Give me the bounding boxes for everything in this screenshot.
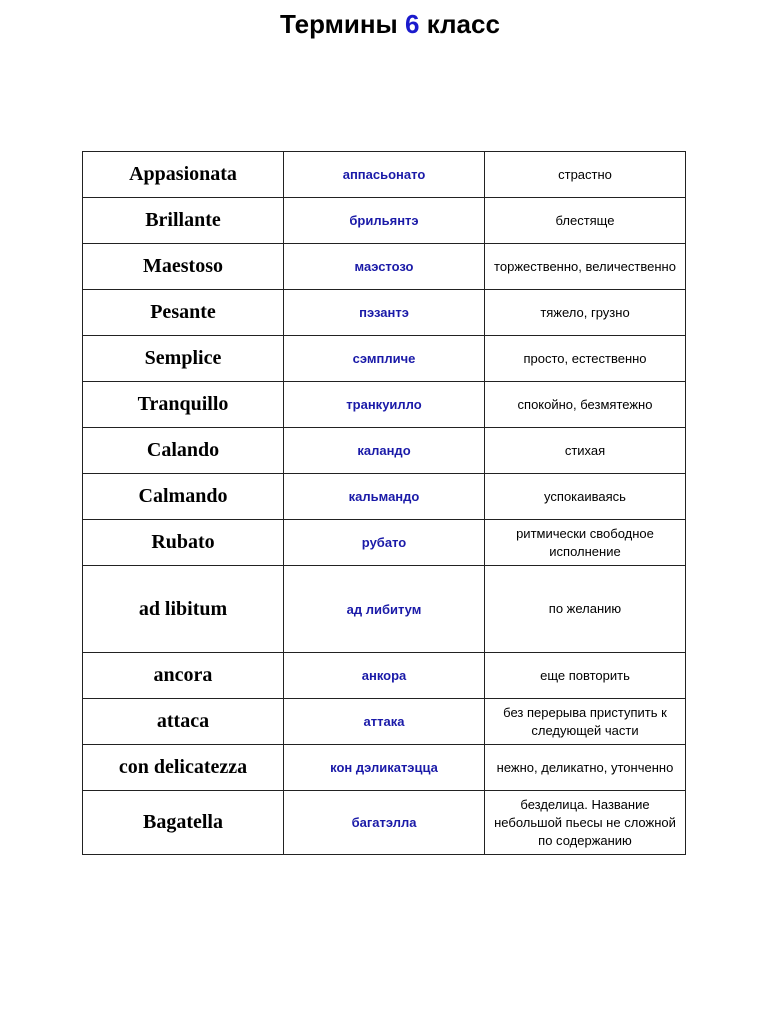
table-row — [83, 244, 686, 290]
table-row — [83, 428, 686, 474]
term-cell: Brillante — [83, 198, 284, 244]
meaning-cell: тяжело, грузно — [485, 290, 686, 336]
pronunciation-cell: кон дэликатэцца — [284, 745, 485, 791]
pronunciation-cell: кальмандо — [284, 474, 485, 520]
meaning-cell: по желанию — [485, 566, 686, 653]
meaning-cell: без перерыва приступить к следующей части — [485, 699, 686, 745]
table-row — [83, 566, 686, 653]
pronunciation-cell: аппасьонато — [284, 152, 485, 198]
pronunciation-cell: маэстозо — [284, 244, 485, 290]
pronunciation-cell: брильянтэ — [284, 198, 485, 244]
table-row — [83, 382, 686, 428]
meaning-cell: блестяще — [485, 198, 686, 244]
term-cell: Maestoso — [83, 244, 284, 290]
table-row — [83, 791, 686, 855]
term-cell: Appasionata — [83, 152, 284, 198]
meaning-cell: успокаиваясь — [485, 474, 686, 520]
title-number: 6 — [405, 9, 420, 39]
meaning-cell: спокойно, безмятежно — [485, 382, 686, 428]
terms-table — [82, 151, 686, 855]
table-row — [83, 290, 686, 336]
title-suffix: класс — [426, 9, 500, 39]
meaning-cell: нежно, деликатно, утонченно — [485, 745, 686, 791]
table-row — [83, 520, 686, 566]
pronunciation-cell: аттака — [284, 699, 485, 745]
pronunciation-cell: рубато — [284, 520, 485, 566]
table-row — [83, 336, 686, 382]
table-row — [83, 699, 686, 745]
term-cell: Rubato — [83, 520, 284, 566]
meaning-cell: безделица. Название небольшой пьесы не сложной по содержанию — [485, 791, 686, 855]
meaning-cell: ритмически свободное исполнение — [485, 520, 686, 566]
term-cell: con delicatezza — [83, 745, 284, 791]
meaning-cell: стихая — [485, 428, 686, 474]
table-row — [83, 474, 686, 520]
term-cell: Pesante — [83, 290, 284, 336]
term-cell: Tranquillo — [83, 382, 284, 428]
term-cell: Calando — [83, 428, 284, 474]
table-row — [83, 152, 686, 198]
meaning-cell: просто, естественно — [485, 336, 686, 382]
table-row — [83, 198, 686, 244]
pronunciation-cell: каландо — [284, 428, 485, 474]
pronunciation-cell: сэмпличе — [284, 336, 485, 382]
term-cell: Calmando — [83, 474, 284, 520]
pronunciation-cell: багатэлла — [284, 791, 485, 855]
term-cell: Bagatella — [83, 791, 284, 855]
meaning-cell: еще повторить — [485, 653, 686, 699]
term-cell: Semplice — [83, 336, 284, 382]
pronunciation-cell: анкора — [284, 653, 485, 699]
table-row — [83, 745, 686, 791]
table-row — [83, 653, 686, 699]
term-cell: attaca — [83, 699, 284, 745]
meaning-cell: страстно — [485, 152, 686, 198]
meaning-cell: торжественно, величественно — [485, 244, 686, 290]
pronunciation-cell: ад либитум — [284, 566, 485, 653]
term-cell: ad libitum — [83, 566, 284, 653]
term-cell: ancora — [83, 653, 284, 699]
pronunciation-cell: транкуилло — [284, 382, 485, 428]
page-title — [0, 8, 780, 40]
title-prefix: Термины — [280, 9, 398, 39]
pronunciation-cell: пэзантэ — [284, 290, 485, 336]
